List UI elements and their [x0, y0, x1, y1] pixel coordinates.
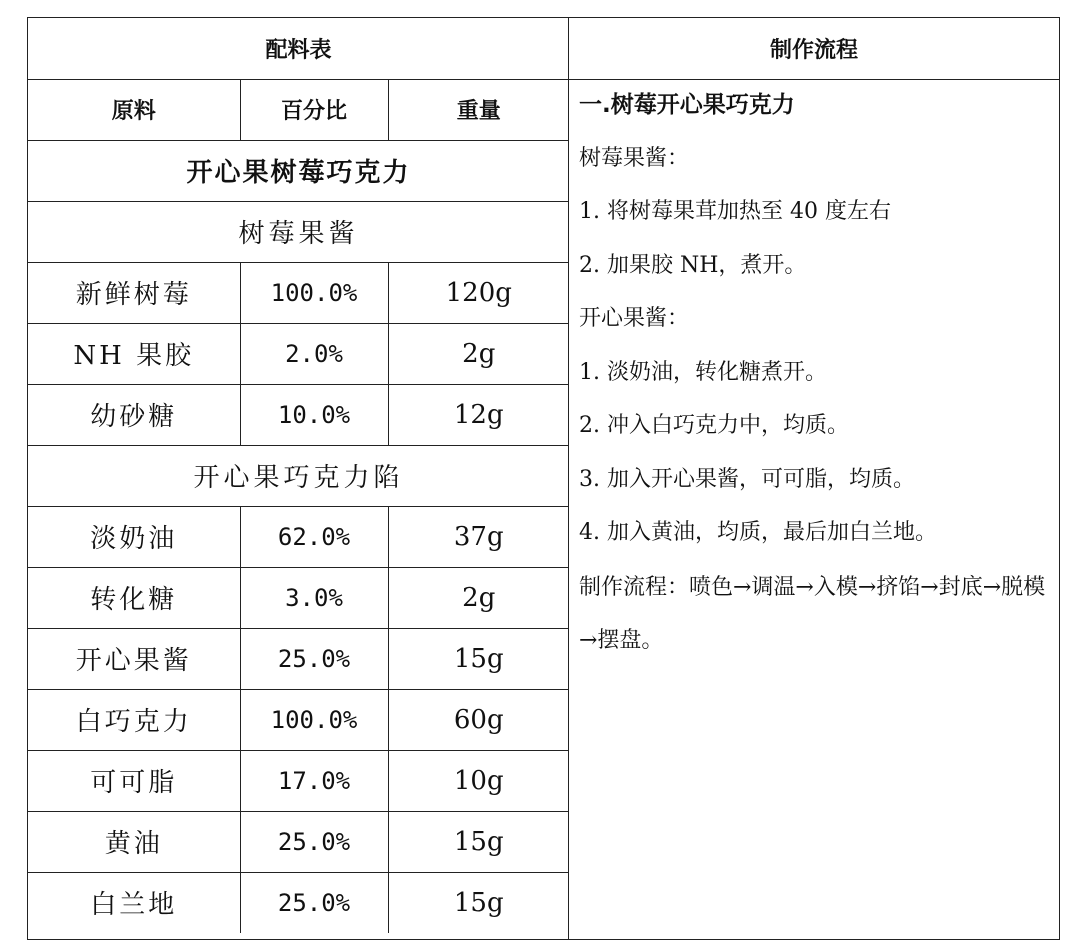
process-step: 3. 加入开心果酱，可可脂，均质。 [579, 466, 915, 492]
table-row [28, 384, 569, 445]
ingredient-percent: 25.0% [240, 811, 388, 872]
table-row [28, 750, 569, 811]
column-header-percent: 百分比 [240, 79, 388, 140]
process-subheading-pistachio-paste: 开心果酱： [579, 306, 690, 331]
recipe-sheet [27, 17, 1060, 940]
ingredient-weight: 2g [388, 323, 569, 384]
ingredient-weight: 2g [388, 567, 569, 628]
ingredient-weight: 10g [388, 750, 569, 811]
table-row [28, 689, 569, 750]
column-header-row [28, 79, 569, 140]
ingredient-name: 开心果酱 [28, 628, 240, 689]
ingredient-weight: 60g [388, 689, 569, 750]
ingredients-panel [28, 18, 569, 939]
ingredient-name: 新鲜树莓 [28, 262, 240, 323]
table-row [28, 872, 569, 933]
process-title: 制作流程 [569, 18, 1059, 80]
ingredient-name: 淡奶油 [28, 506, 240, 567]
section-title-pistachio-filling: 开心果巧克力陷 [28, 445, 569, 506]
ingredient-weight: 120g [388, 262, 569, 323]
ingredient-percent: 2.0% [240, 323, 388, 384]
ingredient-weight: 15g [388, 811, 569, 872]
ingredient-name: 白兰地 [28, 872, 240, 933]
ingredient-percent: 25.0% [240, 628, 388, 689]
column-header-weight: 重量 [388, 79, 569, 140]
table-row [28, 567, 569, 628]
table-row [28, 323, 569, 384]
table-row [28, 262, 569, 323]
process-subheading-raspberry-jam: 树莓果酱： [579, 145, 690, 171]
ingredient-percent: 25.0% [240, 872, 388, 933]
ingredient-percent: 100.0% [240, 689, 388, 750]
ingredient-weight: 12g [388, 384, 569, 445]
process-step: 2. 冲入白巧克力中，均质。 [579, 413, 849, 438]
column-header-ingredient: 原料 [28, 79, 240, 140]
ingredient-name: 转化糖 [28, 567, 240, 628]
ingredient-weight: 37g [388, 506, 569, 567]
ingredient-name: 黄油 [28, 811, 240, 872]
ingredient-percent: 62.0% [240, 506, 388, 567]
process-step: 4. 加入黄油，均质，最后加白兰地。 [579, 520, 937, 545]
process-step: 1. 将树莓果茸加热至 40 度左右 [579, 199, 891, 224]
recipe-title: 开心果树莓巧克力 [28, 140, 569, 201]
ingredient-name: 幼砂糖 [28, 384, 240, 445]
table-row [28, 811, 569, 872]
process-flow: 制作流程：喷色→调温→入模→挤馅→封底→脱模→摆盘。 [579, 574, 1046, 653]
ingredient-name: 可可脂 [28, 750, 240, 811]
process-heading: 一.树莓开心果巧克力 [579, 92, 795, 118]
process-step: 2. 加果胶 NH，煮开。 [579, 252, 807, 278]
ingredient-name: NH 果胶 [28, 323, 240, 384]
ingredient-weight: 15g [388, 628, 569, 689]
table-row [28, 506, 569, 567]
ingredient-percent: 3.0% [240, 567, 388, 628]
ingredient-percent: 17.0% [240, 750, 388, 811]
section-title-raspberry-jam: 树莓果酱 [28, 201, 569, 262]
process-panel [569, 18, 1059, 939]
ingredient-name: 白巧克力 [28, 689, 240, 750]
ingredients-table [28, 18, 569, 933]
ingredients-table-title: 配料表 [28, 18, 569, 79]
process-steps [569, 80, 1059, 667]
ingredient-weight: 15g [388, 872, 569, 933]
ingredient-percent: 100.0% [240, 262, 388, 323]
table-row [28, 628, 569, 689]
ingredient-percent: 10.0% [240, 384, 388, 445]
process-step: 1. 淡奶油，转化糖煮开。 [579, 359, 827, 385]
